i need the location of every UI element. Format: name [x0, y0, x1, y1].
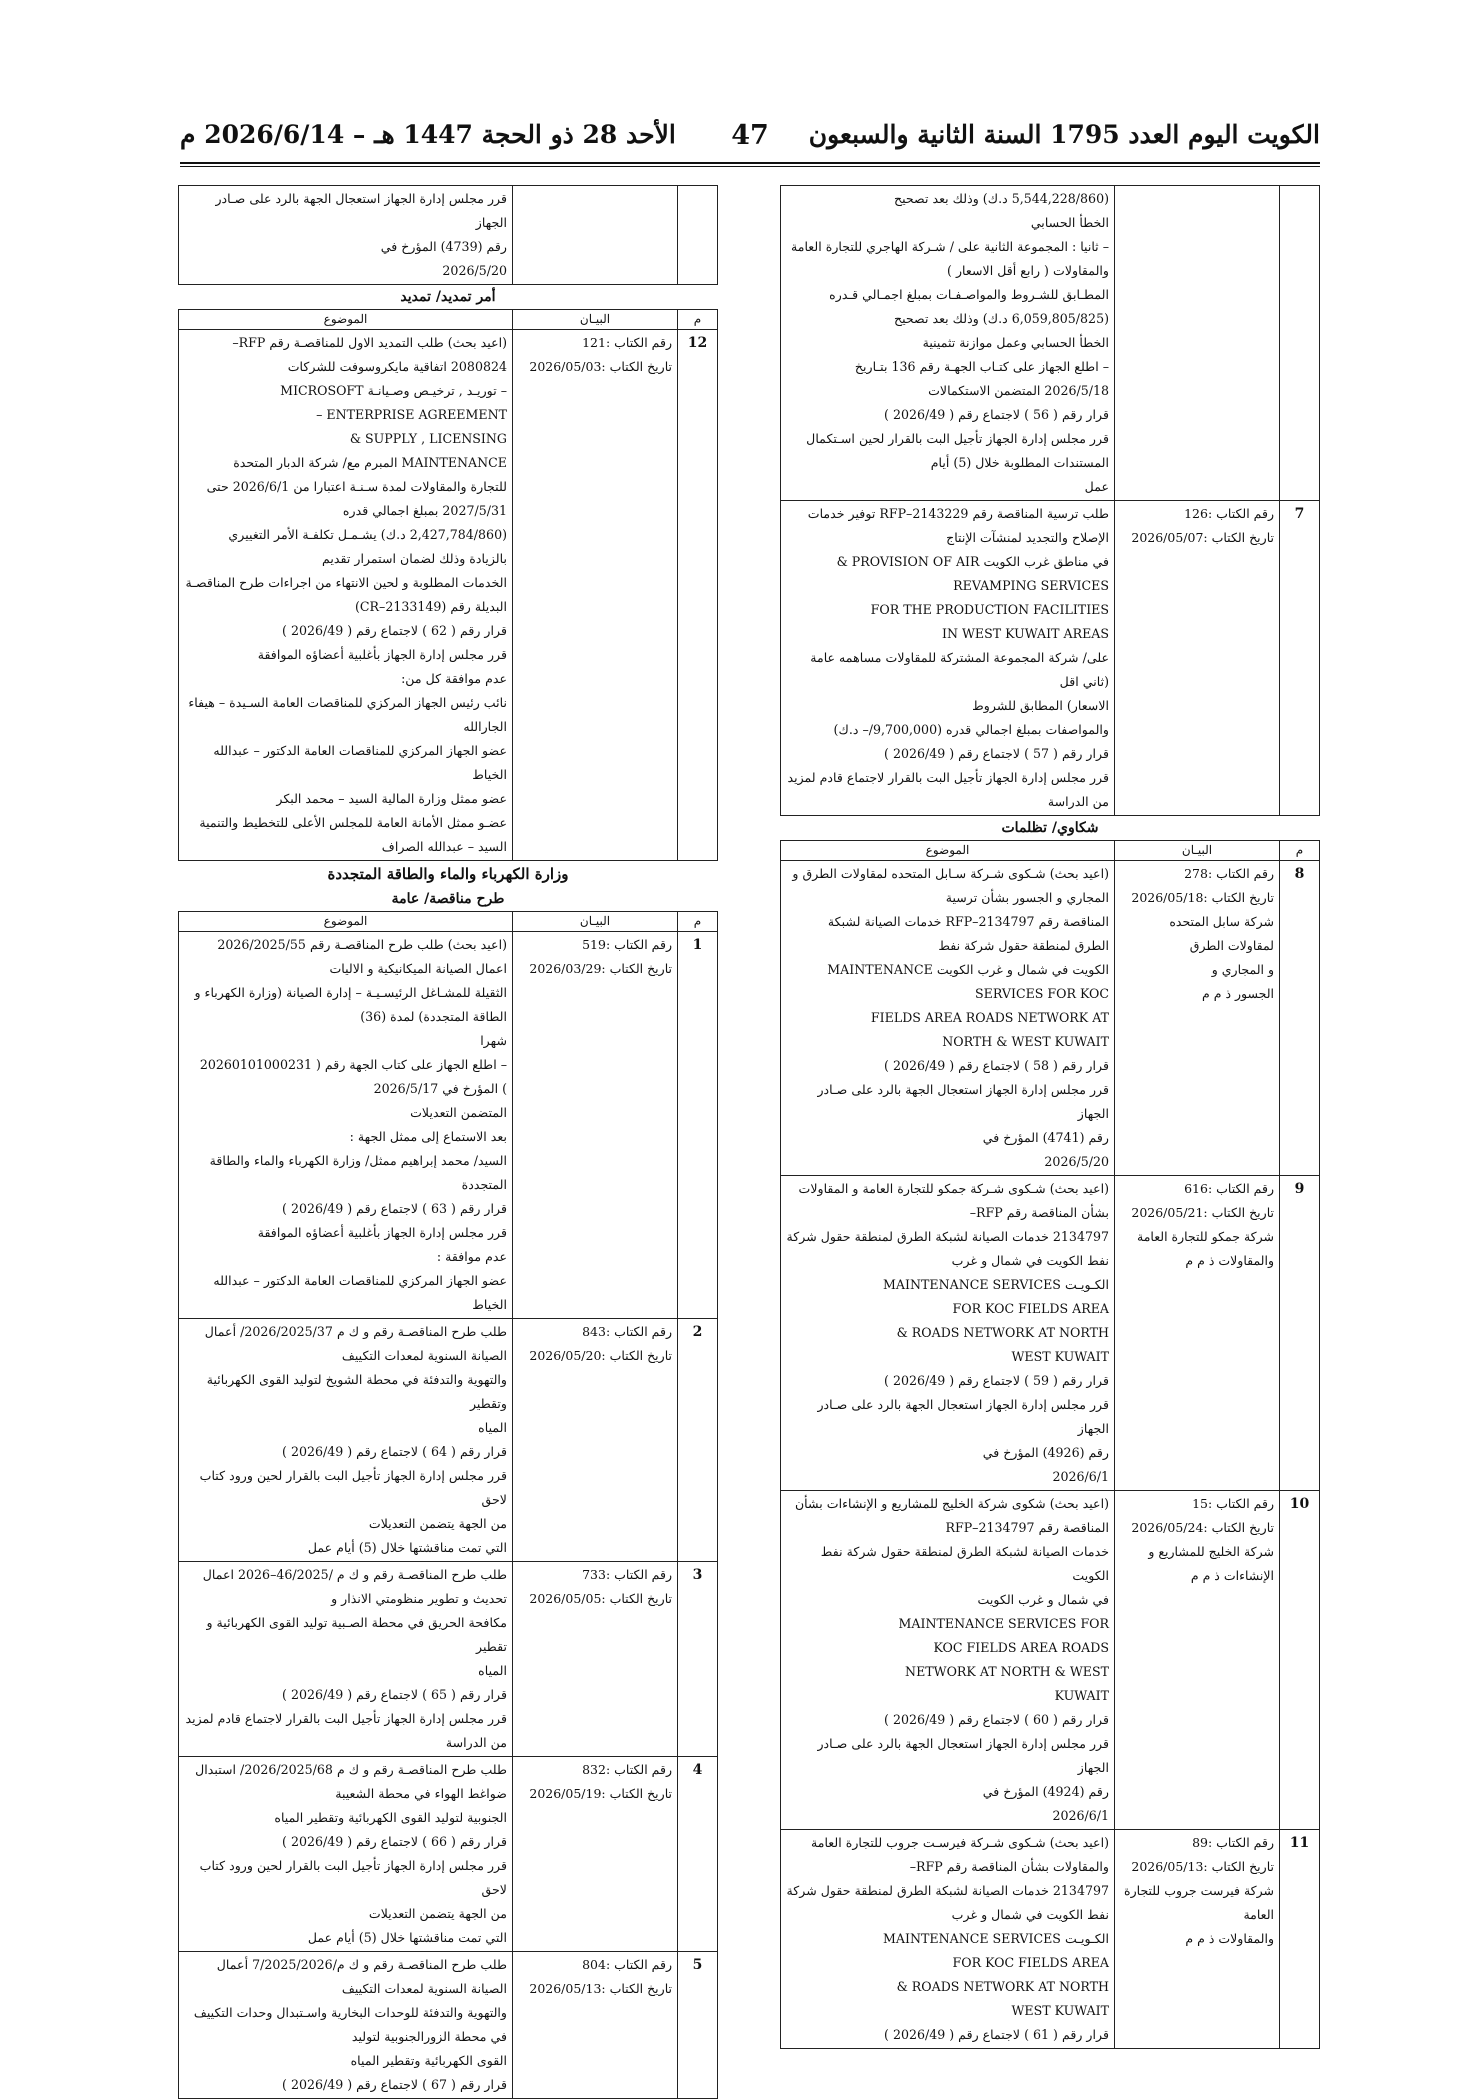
- header-rule-thin: [180, 166, 1320, 167]
- row-number: 5: [678, 1952, 718, 2099]
- table-row: [179, 1562, 718, 1757]
- row-statement: رقم الكتاب :121 تاريخ الكتاب :2026/05/03: [513, 330, 678, 861]
- table-row: [781, 861, 1320, 1176]
- section-title-complaints: شكاوي/ تظلمات: [1001, 820, 1099, 836]
- row-statement: رقم الكتاب :832 تاريخ الكتاب :2026/05/19: [513, 1757, 678, 1952]
- row-number: 11: [1280, 1830, 1320, 2049]
- header-statement: البيـان: [513, 310, 678, 330]
- continued-table: [178, 185, 718, 285]
- table-row: [179, 1319, 718, 1562]
- header-subject: الموضوع: [781, 841, 1115, 861]
- header-subject: الموضوع: [179, 912, 513, 932]
- row-statement: رقم الكتاب :15 تاريخ الكتاب :2026/05/24 شركة الخليج للمشاريع و الإنشاءات ذ م م: [1115, 1491, 1280, 1830]
- section-title-tender: طرح مناقصة/ عامة: [391, 891, 505, 907]
- row-statement: رقم الكتاب :804 تاريخ الكتاب :2026/05/13: [513, 1952, 678, 2099]
- row-number: 3: [678, 1562, 718, 1757]
- row-statement: رقم الكتاب :616 تاريخ الكتاب :2026/05/21 شركة جمكو للتجارة العامة والمقاولات ذ م م: [1115, 1176, 1280, 1491]
- header-subject: الموضوع: [179, 310, 513, 330]
- row-number: [1280, 186, 1320, 501]
- row-subject: (اعيد بحث) شـكوى شـركة فيرسـت جروب للتجارة العامة والمقاولات بشأن المناقصة رقم RFP– 2134797 خدمات الصيانة لشبكة الطرق لمنطقة حقول شركة نفط الكويت في شمال و غرب الكـويـت MAINTENANCE SERVICES FOR KOC FIELDS AREA ROADS NETWORK AT NORTH & WEST KUWAIT قرار رقم ( 61 ) لاجتماع رقم ( 2026/49 ): [781, 1830, 1115, 2049]
- page-header: [180, 120, 1320, 158]
- row-subject: (اعيد بحث) شـكوى شـركة سـابل المتحده لمقاولات الطرق و المجاري و الجسور بشأن ترسية المناقصة رقم RFP–2134797 خدمات الصيانة لشبكة الطرق لمنطقة حقول شركة نفط الكويت في شمال و غرب الكويت MAINTENANCE SERVICES FOR KOC FIELDS AREA ROADS NETWORK AT NORTH & WEST KUWAIT قرار رقم ( 58 ) لاجتماع رقم ( 2026/49 ) قرر مجلس إدارة الجهاز استعجال الجهة بالرد على صـادر الجهاز رقم (4741) المؤرخ في 2026/5/20: [781, 861, 1115, 1176]
- header-rule: [180, 162, 1320, 164]
- row-number: 8: [1280, 861, 1320, 1176]
- ministry-title: وزارة الكهرباء والماء والطاقة المتجددة: [327, 865, 569, 883]
- row-subject: (5,544,228/860 د.ك) وذلك بعد تصحيح الخطأ الحسابي – ثانيا : المجموعة الثانية على / شـركة الهاجري للتجارة العامة والمقاولات ( رابع أقل الاسعار ) المطـابق للشـروط والمواصـفـات بمبلغ اجمـالي قـدره (6,059,805/825 د.ك) وذلك بعد تصحيح الخطأ الحسابي وعمل موازنة تثمينية – اطلع الجهاز على كتـاب الجهـة رقم 136 بتـاريخ 2026/5/18 المتضمن الاستكمالات قرار رقم ( 56 ) لاجتماع رقم ( 2026/49 ) قرر مجلس إدارة الجهاز تأجيل البت بالقرار لحين اسـتكمال المستندات المطلوبة خلال (5) أيام عمل: [781, 186, 1115, 501]
- row-subject: (اعيد بحث) شـكوى شـركة جمكو للتجارة العامة و المقاولات بشأن المناقصة رقم RFP– 2134797 خدمات الصيانة لشبكة الطرق لمنطقة حقول شركة نفط الكويت في شمال و غرب الكـويـت MAINTENANCE SERVICES FOR KOC FIELDS AREA ROADS NETWORK AT NORTH & WEST KUWAIT قرار رقم ( 59 ) لاجتماع رقم ( 2026/49 ) قرر مجلس إدارة الجهاز استعجال الجهة بالرد على صـادر الجهاز رقم (4926) المؤرخ في 2026/6/1: [781, 1176, 1115, 1491]
- row-subject: (اعيد بحث) شكوى شركة الخليج للمشاريع و الإنشاءات بشأن المناقصة رقم RFP–2134797 خدمات الصيانة لشبكة الطرق لمنطقة حقول شركة نفط الكويت في شمال و غرب الكويت MAINTENANCE SERVICES FOR KOC FIELDS AREA ROADS NETWORK AT NORTH & WEST KUWAIT قرار رقم ( 60 ) لاجتماع رقم ( 2026/49 ) قرر مجلس إدارة الجهاز استعجال الجهة بالرد على صـادر الجهاز رقم (4924) المؤرخ في 2026/6/1: [781, 1491, 1115, 1830]
- tenders-table: [178, 911, 718, 2099]
- continued-table: [780, 185, 1320, 816]
- table-row: [179, 186, 718, 285]
- row-number: 7: [1280, 501, 1320, 816]
- header-statement: البيـان: [513, 912, 678, 932]
- row-number: 12: [678, 330, 718, 861]
- table-row: [179, 1952, 718, 2099]
- row-statement: رقم الكتاب :126 تاريخ الكتاب :2026/05/07: [1115, 501, 1280, 816]
- table-row: [179, 330, 718, 861]
- row-subject: طلب طرح المناقصـة رقم و ك م 2026/2025/68/ استبدال ضواغط الهواء في محطة الشعيبة الجنوبية لتوليد القوى الكهربائية وتقطير المياه قرار رقم ( 66 ) لاجتماع رقم ( 2026/49 ) قرر مجلس إدارة الجهاز تأجيل البت بالقرار لحين ورود كتاب لاحق من الجهة يتضمن التعديلات التي تمت مناقشتها خلال (5) أيام عمل: [179, 1757, 513, 1952]
- table-row: [179, 1757, 718, 1952]
- table-header-row: [179, 912, 718, 932]
- extension-table: [178, 309, 718, 861]
- table-row: [781, 1491, 1320, 1830]
- row-subject: (اعيد بحث) طلب التمديد الاول للمناقصـة رقم RFP– 2080824 اتفاقية مايكروسوفت للشركات – توريـد , ترخيـص وصـيانـة MICROSOFT ENTERPRISE AGREEMENT – SUPPLY , LICENSING & MAINTENANCE المبرم مع/ شركة الدبار المتحدة للتجارة والمقاولات لمدة سـنـة اعتبارا من 2026/6/1 حتى 2027/5/31 بمبلغ اجمالي قدره (2,427,784/860 د.ك) يشـمـل تكلفـة الأمر التغييري بالزيادة وذلك لضمان استمرار تقديم الخدمات المطلوبة و لحين الانتهاء من اجراءات طرح المناقصـة البديلة رقم (CR–2133149) قرار رقم ( 62 ) لاجتماع رقم ( 2026/49 ) قرر مجلس إدارة الجهاز بأغلبية أعضاؤه الموافقة عدم موافقة كل من: نائب رئيس الجهاز المركزي للمناقصات العامة السـيدة – هيفاء الجارالله عضو الجهاز المركزي للمناقصات العامة الدكتور – عبدالله الخياط عضو ممثل وزارة المالية السيد – محمد البكر عضـو ممثل الأمانة العامة للمجلس الأعلى للتخطيط والتنمية السيد – عبدالله الصراف: [179, 330, 513, 861]
- row-subject: طلب طرح المناقصـة رقم و ك م/7/2025/2026 أعمال الصيانة السنوية لمعدات التكييف والتهوية والتدفئة للوحدات البخارية واسـتبدال وحدات التكييف في محطة الزورالجنوبية لتوليد القوى الكهربائية وتقطير المياه قرار رقم ( 67 ) لاجتماع رقم ( 2026/49 ): [179, 1952, 513, 2099]
- row-number: 1: [678, 932, 718, 1319]
- right-column: [780, 185, 1320, 2049]
- row-statement: رقم الكتاب :278 تاريخ الكتاب :2026/05/18 شركة سابل المتحده لمقاولات الطرق و المجاري و الجسور ذ م م: [1115, 861, 1280, 1176]
- row-number: 10: [1280, 1491, 1320, 1830]
- left-column: [178, 185, 718, 2099]
- header-num: م: [678, 310, 718, 330]
- row-number: 2: [678, 1319, 718, 1562]
- row-statement: رقم الكتاب :89 تاريخ الكتاب :2026/05/13 شركة فيرست جروب للتجارة العامة والمقاولات ذ م م: [1115, 1830, 1280, 2049]
- table-header-row: [179, 310, 718, 330]
- header-num: م: [1280, 841, 1320, 861]
- row-statement: رقم الكتاب :843 تاريخ الكتاب :2026/05/20: [513, 1319, 678, 1562]
- row-number: 9: [1280, 1176, 1320, 1491]
- table-row: [781, 1830, 1320, 2049]
- complaints-table: [780, 840, 1320, 2049]
- row-statement: رقم الكتاب :519 تاريخ الكتاب :2026/03/29: [513, 932, 678, 1319]
- page-number: 47: [731, 120, 769, 151]
- row-statement: رقم الكتاب :733 تاريخ الكتاب :2026/05/05: [513, 1562, 678, 1757]
- row-number: 4: [678, 1757, 718, 1952]
- row-statement: [1115, 186, 1280, 501]
- row-subject: (اعيد بحث) طلب طرح المناقصـة رقم 2026/2025/55 اعمال الصيانة الميكانيكية و الاليات الثقيلة للمشـاغل الرئيسـيـة – إدارة الصيانة (وزارة الكهرباء و الطاقة المتجددة) لمدة (36) شهرا – اطلع الجهاز على كتاب الجهة رقم ( 20260101000231 ) المؤرخ في 2026/5/17 المتضمن التعديلات بعد الاستماع إلى ممثل الجهة : السيد/ محمد إبراهيم ممثل/ وزارة الكهرباء والماء والطاقة المتجددة قرار رقم ( 63 ) لاجتماع رقم ( 2026/49 ) قرر مجلس إدارة الجهاز بأغلبية أعضاؤه الموافقة عدم موافقة : عضو الجهاز المركزي للمناقصات العامة الدكتور – عبدالله الخياط: [179, 932, 513, 1319]
- table-header-row: [781, 841, 1320, 861]
- table-row: [781, 501, 1320, 816]
- row-subject: طلب طرح المناقصـة رقم و ك م 2026/2025/37/ أعمال الصيانة السنوية لمعدات التكييف والتهوية والتدفئة في محطة الشويخ لتوليد القوى الكهربائية وتقطير المياه قرار رقم ( 64 ) لاجتماع رقم ( 2026/49 ) قرر مجلس إدارة الجهاز تأجيل البت بالقرار لحين ورود كتاب لاحق من الجهة يتضمن التعديلات التي تمت مناقشتها خلال (5) أيام عمل: [179, 1319, 513, 1562]
- newspaper-issue-info: الكويت اليوم العدد 1795 السنة الثانية والسبعون: [808, 120, 1320, 149]
- row-subject: طلب ترسية المناقصة رقم RFP–2143229 توفير خدمات الإصلاح والتجديد لمنشآت الإنتاج في مناطق غرب الكويت PROVISION OF AIR & REVAMPING SERVICES FOR THE PRODUCTION FACILITIES IN WEST KUWAIT AREAS على/ شركة المجموعة المشتركة للمقاولات مساهمه عامة (ثاني اقل الاسعار) المطابق للشروط والمواصفات بمبلغ اجمالي قدره (9,700,000/– د.ك) قرار رقم ( 57 ) لاجتماع رقم ( 2026/49 ) قرر مجلس إدارة الجهاز تأجيل البت بالقرار لاجتماع قادم لمزيد من الدراسة: [781, 501, 1115, 816]
- row-subject: قرر مجلس إدارة الجهاز استعجال الجهة بالرد على صـادر الجهاز رقم (4739) المؤرخ في 2026/5/20: [179, 186, 513, 285]
- issue-date: الأحد 28 ذو الحجة 1447 هـ – 2026/6/14 م: [180, 120, 676, 149]
- table-row: [781, 186, 1320, 501]
- row-number: [678, 186, 718, 285]
- row-subject: طلب طرح المناقصـة رقم و ك م /46/2025–2026 اعمال تحديث و تطوير منظومتي الانذار و مكافحة الحريق في محطة الصـبية توليد القوى الكهربائية و تقطير المياه قرار رقم ( 65 ) لاجتماع رقم ( 2026/49 ) قرر مجلس إدارة الجهاز تأجيل البت بالقرار لاجتماع قادم لمزيد من الدراسة: [179, 1562, 513, 1757]
- header-statement: البيـان: [1115, 841, 1280, 861]
- row-statement: [513, 186, 678, 285]
- table-row: [179, 932, 718, 1319]
- table-row: [781, 1176, 1320, 1491]
- header-num: م: [678, 912, 718, 932]
- section-title-extension: أمر تمديد/ تمديد: [400, 289, 496, 305]
